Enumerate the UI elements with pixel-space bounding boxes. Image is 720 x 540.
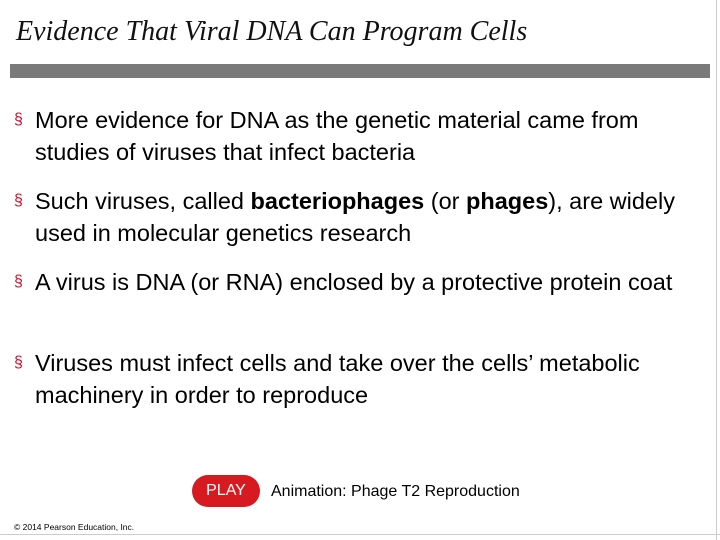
slide-title: Evidence That Viral DNA Can Program Cells: [16, 16, 528, 47]
bullet-item-1: [14, 104, 704, 168]
term-phages: phages: [466, 188, 549, 214]
bullet-marker-icon: §: [14, 273, 23, 290]
play-button[interactable]: PLAY: [192, 475, 260, 507]
bullet-marker-icon: §: [14, 111, 23, 128]
term-bacteriophages: bacteriophages: [250, 188, 425, 214]
slide-bottom-border: [0, 534, 720, 535]
bullet-item-2: [14, 185, 704, 249]
animation-label: Animation: Phage T2 Reproduction: [271, 483, 520, 500]
bullet-text: Viruses must infect cells and take over the cells’ metabolic machinery in order to reproduce: [35, 350, 640, 408]
bullet-text: A virus is DNA (or RNA) enclosed by a protective protein coat: [35, 269, 673, 295]
bullet-text-part: ), are widely used in molecular genetics research: [35, 188, 675, 246]
copyright-notice: © 2014 Pearson Education, Inc.: [14, 522, 135, 532]
bullet-item-4: [14, 347, 704, 411]
bullet-text-part: (or: [424, 188, 467, 214]
bullet-marker-icon: §: [14, 354, 23, 371]
bullet-text-part: Such viruses, called: [35, 188, 251, 214]
bullet-text: More evidence for DNA as the genetic material came from studies of viruses that infect bacteria: [35, 107, 639, 165]
title-divider: [10, 64, 710, 78]
bullet-item-3: [14, 266, 704, 298]
slide-right-border: [716, 0, 717, 540]
bullet-marker-icon: §: [14, 192, 23, 209]
bullet-text: [35, 185, 704, 249]
